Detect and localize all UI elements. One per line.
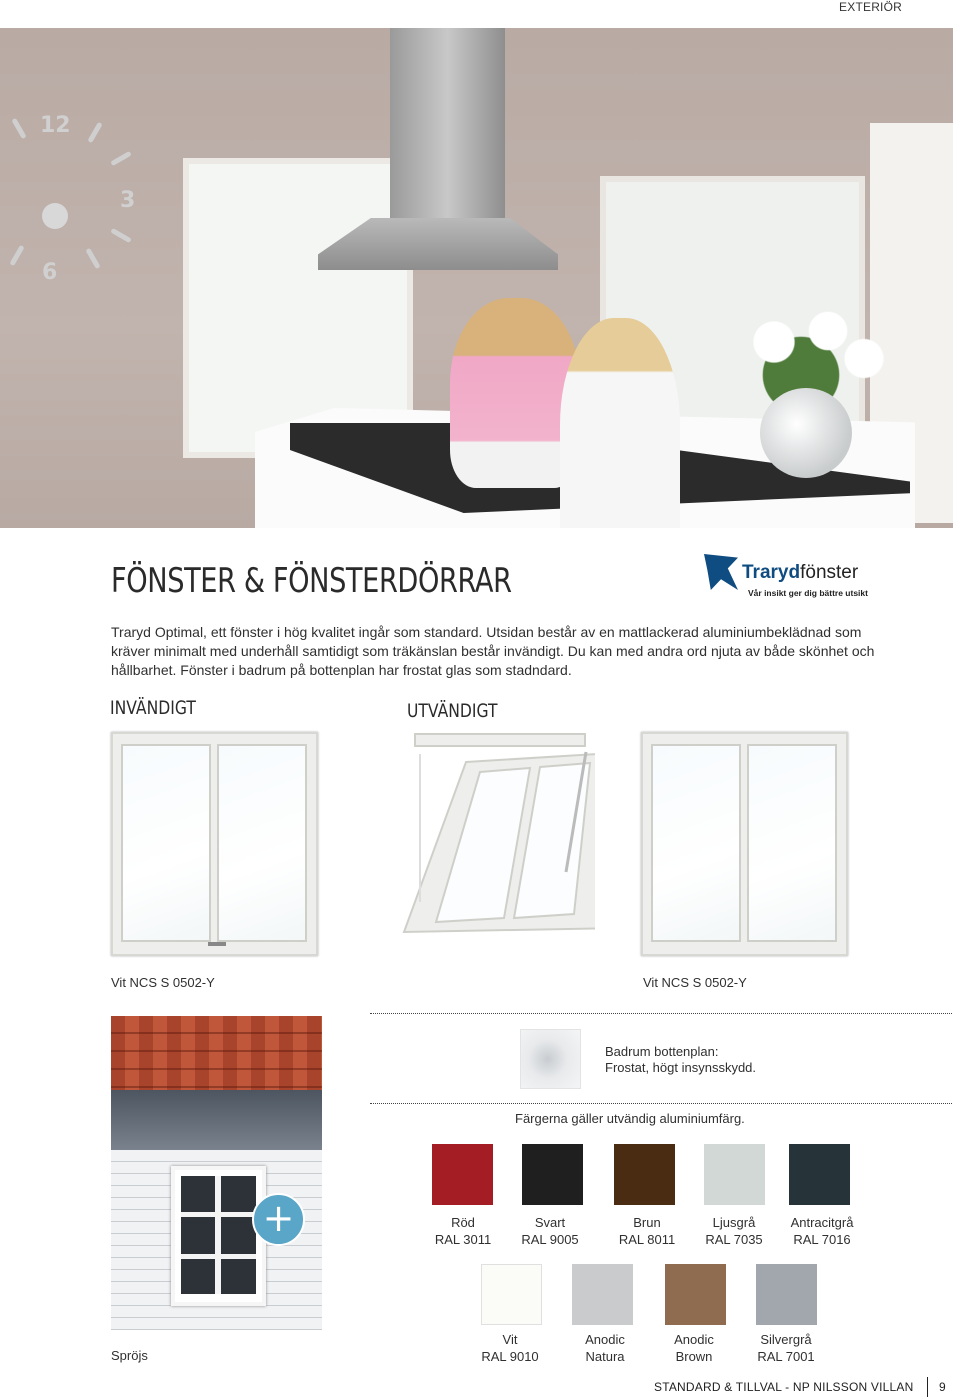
window-pane — [121, 744, 211, 942]
outside-color-label: Vit NCS S 0502-Y — [643, 975, 747, 990]
swatch-name: Svart — [534, 1215, 566, 1230]
photo-clock-tick — [110, 228, 132, 243]
swatch-label — [555, 1331, 655, 1365]
swatch-label — [413, 1214, 513, 1248]
swatch-name: Antracitgrå — [790, 1215, 854, 1230]
photo-vase — [760, 388, 852, 478]
photo-clock-tick — [85, 248, 100, 270]
photo-clock-tick — [87, 122, 102, 144]
page-number: 9 — [939, 1380, 946, 1394]
divider — [370, 1103, 952, 1104]
photo-clock-tick — [11, 118, 26, 140]
frosted-text — [605, 1044, 756, 1076]
swatch-code: RAL 9010 — [481, 1349, 539, 1364]
swatch-label — [500, 1214, 600, 1248]
frosted-glass-swatch — [520, 1029, 581, 1089]
swatch-label — [597, 1214, 697, 1248]
outside-window — [641, 732, 848, 956]
logo-brand-thin: fönster — [800, 562, 859, 583]
swatch-code: RAL 9005 — [521, 1232, 579, 1247]
swatch-silvergra — [756, 1264, 817, 1325]
swatch-name: Röd — [451, 1215, 475, 1230]
intro-paragraph: Traryd Optimal, ett fönster i hög kvalitet ingår som standard. Utsidan består av en mattlackerad aluminiumbeklädnad som kräver minimalt med underhåll samtidigt som träkänslan består invändigt. Du kan med andra ord njuta av både skönhet och hållbarhet. Fönster i badrum på bottenplan har frostat glas som stadndard. — [111, 624, 875, 678]
photo-clock-tick — [9, 245, 24, 267]
window-pane — [651, 744, 741, 942]
photo-muntin-window — [171, 1166, 266, 1306]
outside-label: UTVÄNDIGT — [407, 700, 498, 722]
swatch-code: RAL 7035 — [705, 1232, 763, 1247]
swatch-vit — [481, 1264, 542, 1325]
swatch-name: Vit — [502, 1332, 518, 1347]
photo-clock-number: 3 — [120, 188, 136, 213]
swatch-antracitgra — [789, 1144, 850, 1205]
logo-brand — [742, 562, 858, 584]
sprojs-label: Spröjs — [111, 1348, 148, 1363]
swatch-name: Ljusgrå — [712, 1215, 756, 1230]
swatch-code: RAL 7016 — [793, 1232, 851, 1247]
traryd-logo-mark-icon — [704, 554, 738, 590]
swatch-anodic-brown — [665, 1264, 726, 1325]
photo-eave — [111, 1090, 322, 1150]
window-pane — [217, 744, 307, 942]
swatch-brun — [614, 1144, 675, 1205]
swatch-anodic-natura — [572, 1264, 633, 1325]
swatch-code: RAL 7001 — [757, 1349, 815, 1364]
logo-brand-bold: Traryd — [742, 562, 801, 583]
photo-window-glass — [181, 1176, 256, 1294]
swatch-code: Natura — [585, 1349, 625, 1364]
outside-open-window — [400, 732, 595, 957]
inside-color-label: Vit NCS S 0502-Y — [111, 975, 215, 990]
swatch-label — [460, 1331, 560, 1365]
window-top-frame — [415, 734, 585, 746]
swatch-name: Anodic — [674, 1332, 714, 1347]
swatch-name: Silvergrå — [760, 1332, 812, 1347]
divider — [370, 1013, 952, 1014]
swatch-name: Anodic — [585, 1332, 625, 1347]
frosted-line-1: Badrum bottenplan: — [605, 1044, 719, 1059]
house-sprojs-photo — [111, 1016, 322, 1330]
footer-title: STANDARD & TILLVAL - NP NILSSON VILLAN — [654, 1380, 914, 1394]
swatch-code: RAL 3011 — [434, 1232, 492, 1247]
photo-clock-tick — [110, 151, 132, 166]
color-note: Färgerna gäller utvändig aluminiumfärg. — [515, 1111, 745, 1126]
swatch-label — [736, 1331, 836, 1365]
section-label: EXTERIÖR — [839, 0, 902, 14]
swatch-code: RAL 8011 — [618, 1232, 676, 1247]
frosted-line-2: Frostat, högt insynsskydd. — [605, 1060, 757, 1075]
page-title: FÖNSTER & FÖNSTERDÖRRAR — [111, 561, 512, 601]
photo-roof-rows — [111, 1016, 322, 1090]
swatch-label — [644, 1331, 744, 1365]
swatch-ljusgra — [704, 1144, 765, 1205]
footer-separator — [927, 1377, 928, 1397]
photo-hood-pipe — [390, 28, 505, 223]
photo-boy — [560, 318, 680, 528]
traryd-logo — [700, 550, 875, 602]
photo-clock-center — [42, 203, 68, 229]
swatch-rod — [432, 1144, 493, 1205]
swatch-code: Brown — [675, 1349, 713, 1364]
logo-tagline: Vår insikt ger dig bättre utsikt — [748, 588, 868, 598]
swatch-name: Brun — [633, 1215, 661, 1230]
photo-clock-number: 12 — [40, 113, 71, 138]
plus-icon: + — [252, 1193, 305, 1246]
swatch-label — [684, 1214, 784, 1248]
window-pane — [747, 744, 837, 942]
inside-window — [111, 732, 318, 956]
photo-clock-number: 6 — [42, 260, 58, 285]
inside-label: INVÄNDIGT — [110, 697, 196, 719]
swatch-svart — [522, 1144, 583, 1205]
kitchen-photo — [0, 28, 953, 528]
window-handle-icon — [208, 942, 226, 946]
swatch-label — [772, 1214, 872, 1248]
